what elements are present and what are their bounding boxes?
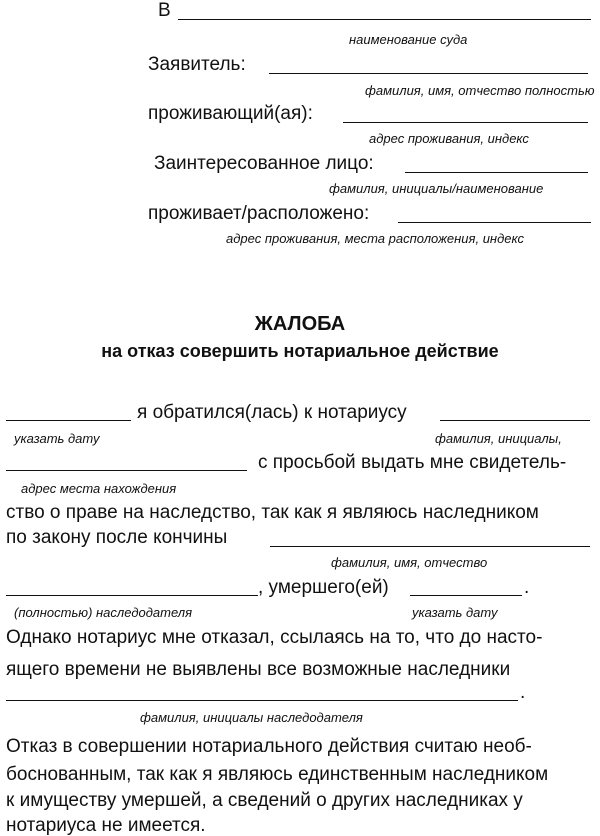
hint-date2: указать дату [412,605,498,620]
court-hint: наименование суда [349,32,468,47]
p1-line5-end: . [524,577,530,598]
deceased-fullname-blank [6,595,258,596]
located-hint: адрес проживания, места расположения, индекс [226,231,524,246]
located-label: проживает/расположено: [148,203,370,224]
interested-blank [405,172,588,173]
hint-fio: фамилия, имя, отчество [331,555,488,570]
p2-line1: Однако нотариус мне отказал, ссылаясь на то, что до насто- [6,627,543,648]
p1-line3: ство о праве на наследство, так как я являюсь наследником [6,502,539,523]
p3-line4: нотариуса не имеется. [6,815,206,836]
hint-date: указать дату [14,431,100,446]
deceased-name-blank [270,546,590,547]
court-blank [178,19,591,20]
residing-hint: адрес проживания, индекс [369,131,529,146]
hint-location: адрес места нахождения [21,481,177,496]
hint-notary: фамилия, инициалы, [435,431,562,446]
p3-line2: боснованным, так как я являюсь единственным наследником [6,764,549,785]
court-prefix: В [158,0,171,21]
p1-line5: , умершего(ей) [258,577,389,598]
p1-line4: по закону после кончины [6,527,228,548]
applicant-label: Заявитель: [148,54,246,75]
date-blank [6,420,131,421]
document-title: ЖАЛОБА [254,313,346,335]
interested-label: Заинтересованное лицо: [154,153,374,174]
applicant-hint: фамилия, имя, отчество полностью [365,83,595,98]
residing-blank [343,122,588,123]
document-subtitle: на отказ совершить нотариальное действие [101,341,499,361]
hint-testator: (полностью) наследодателя [14,605,193,620]
p3-line3: к имуществу умершей, а сведений о других наследниках у [6,790,523,811]
interested-hint: фамилия, инициалы/наименование [329,181,544,196]
p3-line1: Отказ в совершении нотариального действия считаю необ- [6,736,532,757]
p2-line3-end: . [520,682,526,703]
location-blank [6,470,247,471]
located-blank [398,222,591,223]
heirs-blank [6,700,518,701]
notary-blank [440,420,590,421]
residing-label: проживающий(ая): [148,103,313,124]
hint-testator-initials: фамилия, инициалы наследодателя [140,710,363,725]
applicant-blank [269,73,588,74]
death-date-blank [410,595,522,596]
p2-line2: ящего времени не выявлены все возможные наследники [6,659,511,680]
p1-line2: с просьбой выдать мне свидетель- [258,452,567,473]
p1-line1: я обратился(лась) к нотариусу [137,402,407,423]
